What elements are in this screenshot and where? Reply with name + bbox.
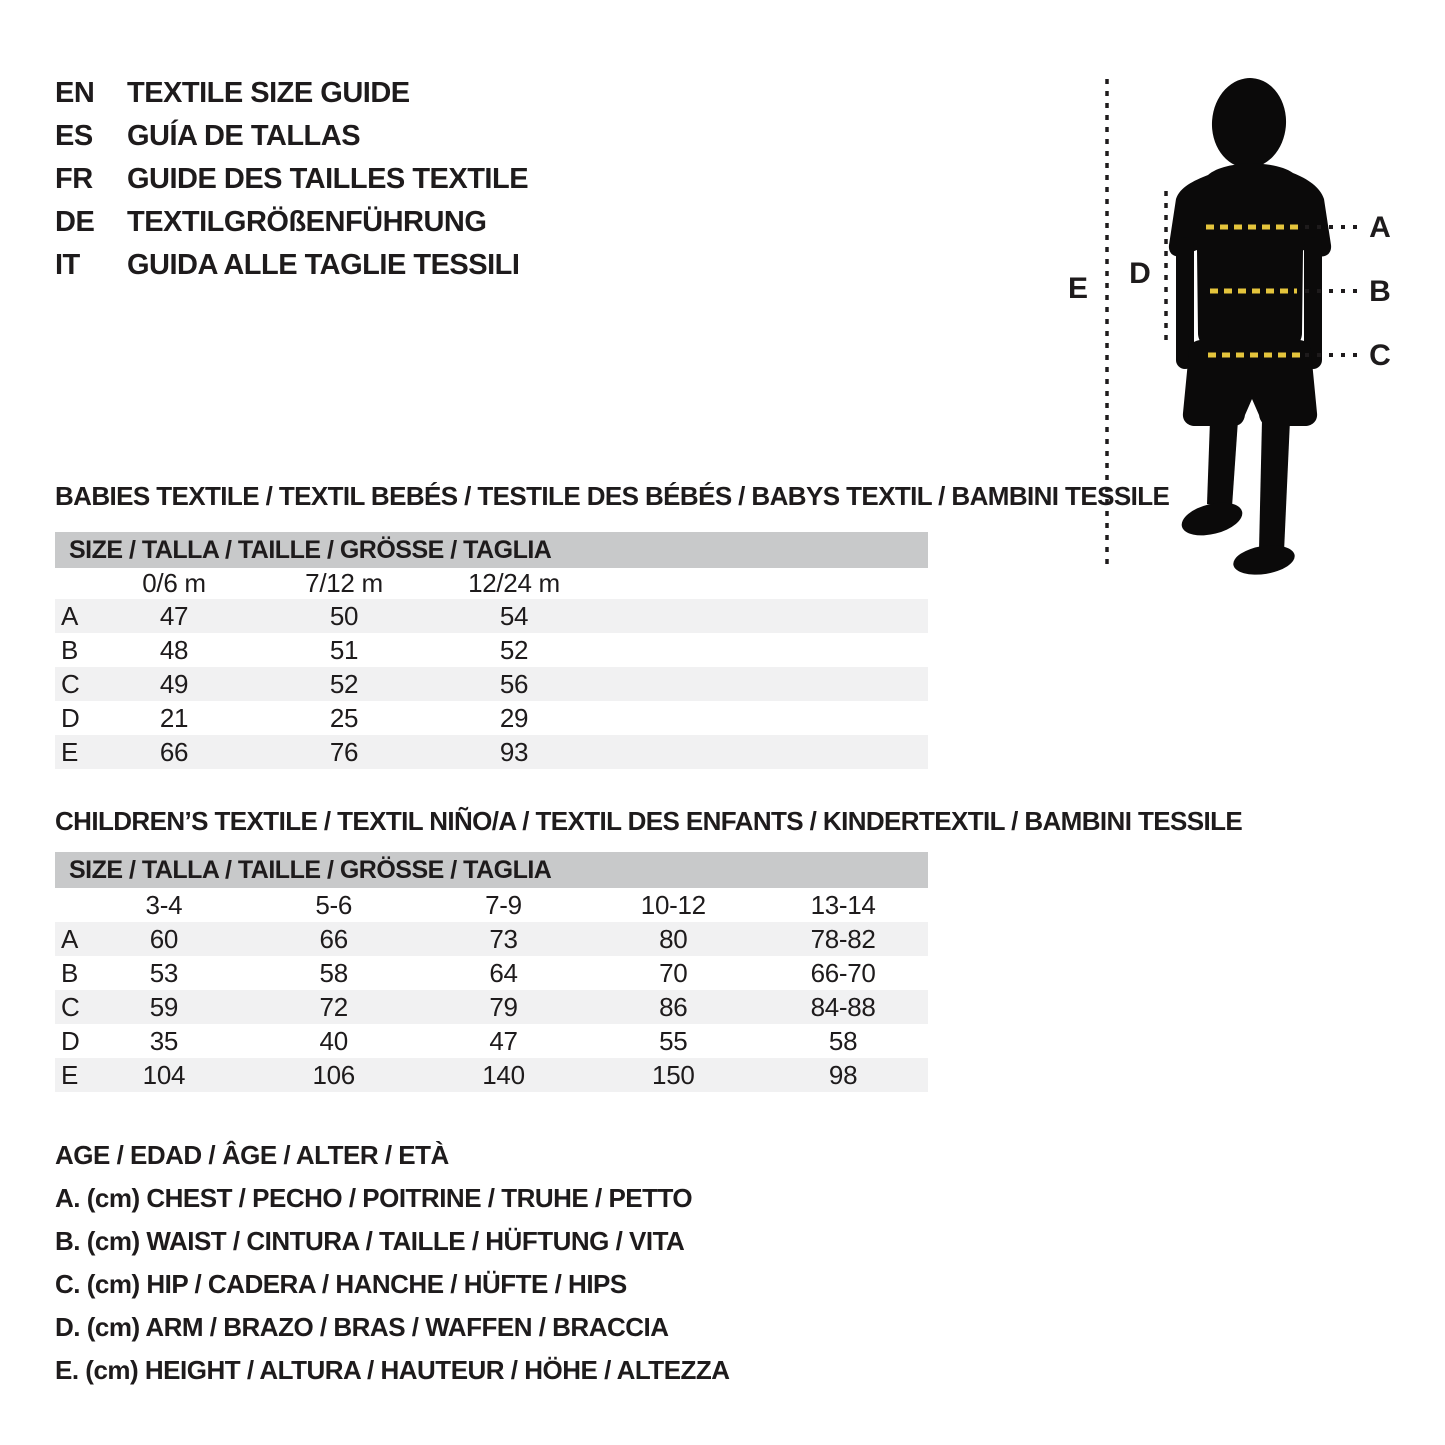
- table-cell: 58: [828, 1025, 858, 1056]
- column-header: 3-4: [145, 889, 183, 920]
- column-header: 10-12: [640, 889, 706, 920]
- table-cell: 52: [329, 668, 359, 699]
- row-label: A: [61, 600, 79, 631]
- language-title: GUIDE DES TAILLES TEXTILE: [127, 163, 529, 195]
- table-row: [55, 1058, 928, 1092]
- figure-label-d: D: [1129, 257, 1151, 290]
- measurement-legend: [55, 1134, 730, 1392]
- table-cell: 72: [319, 991, 348, 1022]
- row-label: B: [61, 634, 79, 665]
- column-header: 7-9: [485, 889, 522, 920]
- table-cell: 79: [489, 991, 518, 1022]
- size-header-bar: SIZE / TALLA / TAILLE / GRÖSSE / TAGLIA: [55, 532, 928, 568]
- language-row: [55, 158, 528, 201]
- table-cell: 78-82: [810, 923, 876, 954]
- table-cell: 140: [482, 1059, 525, 1090]
- table-cell: 58: [319, 957, 348, 988]
- language-row: [55, 115, 528, 158]
- table-cell: 66: [319, 923, 348, 954]
- table-cell: 86: [659, 991, 688, 1022]
- table-cell: 64: [489, 957, 518, 988]
- figure-label-a: A: [1369, 211, 1391, 244]
- column-header: 7/12 m: [305, 568, 383, 598]
- row-label: C: [61, 991, 80, 1022]
- table-row: [55, 667, 928, 701]
- size-header-bar: SIZE / TALLA / TAILLE / GRÖSSE / TAGLIA: [55, 852, 928, 888]
- row-label: A: [61, 923, 79, 954]
- table-cell: 52: [499, 634, 529, 665]
- figure-label-c: C: [1369, 339, 1391, 372]
- table-cell: 73: [489, 923, 518, 954]
- table-cell: 47: [159, 600, 189, 631]
- figure-label-b: B: [1369, 275, 1391, 308]
- language-title: TEXTILGRÖßENFÜHRUNG: [127, 206, 487, 238]
- babies-section-title: BABIES TEXTILE / TEXTIL BEBÉS / TESTILE DES BÉBÉS / BABYS TEXTIL / BAMBINI TESSILE: [55, 481, 1170, 511]
- language-code: FR: [55, 163, 93, 195]
- row-label: D: [61, 1025, 80, 1056]
- row-label: C: [61, 668, 80, 699]
- table-cell: 84-88: [810, 991, 876, 1022]
- table-cell: 25: [329, 702, 359, 733]
- table-cell: 21: [159, 702, 189, 733]
- column-header-row: [55, 888, 928, 922]
- table-cell: 40: [319, 1025, 348, 1056]
- table-row: [55, 956, 928, 990]
- table-row: [55, 599, 928, 633]
- table-row: [55, 701, 928, 735]
- table-cell: 66: [159, 736, 189, 767]
- language-code: EN: [55, 77, 95, 109]
- table-cell: 104: [142, 1059, 186, 1090]
- row-label: E: [61, 736, 79, 767]
- table-cell: 56: [499, 668, 529, 699]
- legend-line-arm: D. (cm) ARM / BRAZO / BRAS / WAFFEN / BRACCIA: [55, 1312, 669, 1342]
- column-header-row: [55, 568, 928, 599]
- table-cell: 55: [659, 1025, 688, 1056]
- language-row: [55, 201, 528, 244]
- language-code: DE: [55, 206, 95, 238]
- legend-line-waist: B. (cm) WAIST / CINTURA / TAILLE / HÜFTUNG / VITA: [55, 1226, 685, 1256]
- table-cell: 66-70: [810, 957, 876, 988]
- row-label: D: [61, 702, 80, 733]
- language-code: ES: [55, 120, 93, 152]
- figure-label-e: E: [1067, 272, 1089, 305]
- language-row: [55, 244, 528, 287]
- table-cell: 53: [149, 957, 179, 988]
- table-cell: 70: [659, 957, 688, 988]
- language-code: IT: [55, 249, 80, 281]
- table-cell: 35: [149, 1025, 179, 1056]
- table-cell: 76: [329, 736, 359, 767]
- row-label: E: [61, 1059, 79, 1090]
- table-row: [55, 633, 928, 667]
- table-cell: 47: [489, 1025, 518, 1056]
- legend-line-chest: A. (cm) CHEST / PECHO / POITRINE / TRUHE / PETTO: [55, 1183, 693, 1213]
- column-header: 0/6 m: [142, 568, 206, 598]
- table-cell: 59: [149, 991, 179, 1022]
- column-header: 5-6: [315, 889, 353, 920]
- table-row: [55, 990, 928, 1024]
- column-header: 13-14: [810, 889, 876, 920]
- table-cell: 51: [329, 634, 359, 665]
- table-cell: 29: [499, 702, 529, 733]
- table-cell: 48: [159, 634, 189, 665]
- table-cell: 49: [159, 668, 189, 699]
- language-title: GUÍA DE TALLAS: [127, 120, 361, 152]
- column-header: 12/24 m: [468, 568, 560, 598]
- language-title: TEXTILE SIZE GUIDE: [127, 77, 410, 109]
- children-size-table: [55, 852, 928, 1092]
- size-diagram: [1050, 55, 1445, 600]
- table-cell: 50: [329, 600, 359, 631]
- language-title: GUIDA ALLE TAGLIE TESSILI: [127, 249, 520, 281]
- language-row: [55, 72, 528, 115]
- table-cell: 106: [312, 1059, 355, 1090]
- table-cell: 60: [149, 923, 179, 954]
- legend-line-hip: C. (cm) HIP / CADERA / HANCHE / HÜFTE / HIPS: [55, 1269, 627, 1299]
- language-header: [55, 72, 528, 287]
- children-section-title: CHILDREN’S TEXTILE / TEXTIL NIÑO/A / TEXTIL DES ENFANTS / KINDERTEXTIL / BAMBINI TESSILE: [55, 806, 1243, 836]
- child-silhouette: [1169, 76, 1331, 579]
- legend-line-age: AGE / EDAD / ÂGE / ALTER / ETÀ: [55, 1140, 449, 1170]
- table-cell: 80: [659, 923, 688, 954]
- table-cell: 93: [499, 736, 529, 767]
- table-cell: 54: [499, 600, 529, 631]
- row-label: B: [61, 957, 79, 988]
- table-row: [55, 1024, 928, 1058]
- table-row: [55, 735, 928, 769]
- table-row: [55, 922, 928, 956]
- babies-size-table: [55, 532, 928, 769]
- legend-line-height: E. (cm) HEIGHT / ALTURA / HAUTEUR / HÖHE / ALTEZZA: [55, 1355, 730, 1385]
- table-cell: 150: [652, 1059, 695, 1090]
- table-cell: 98: [828, 1059, 858, 1090]
